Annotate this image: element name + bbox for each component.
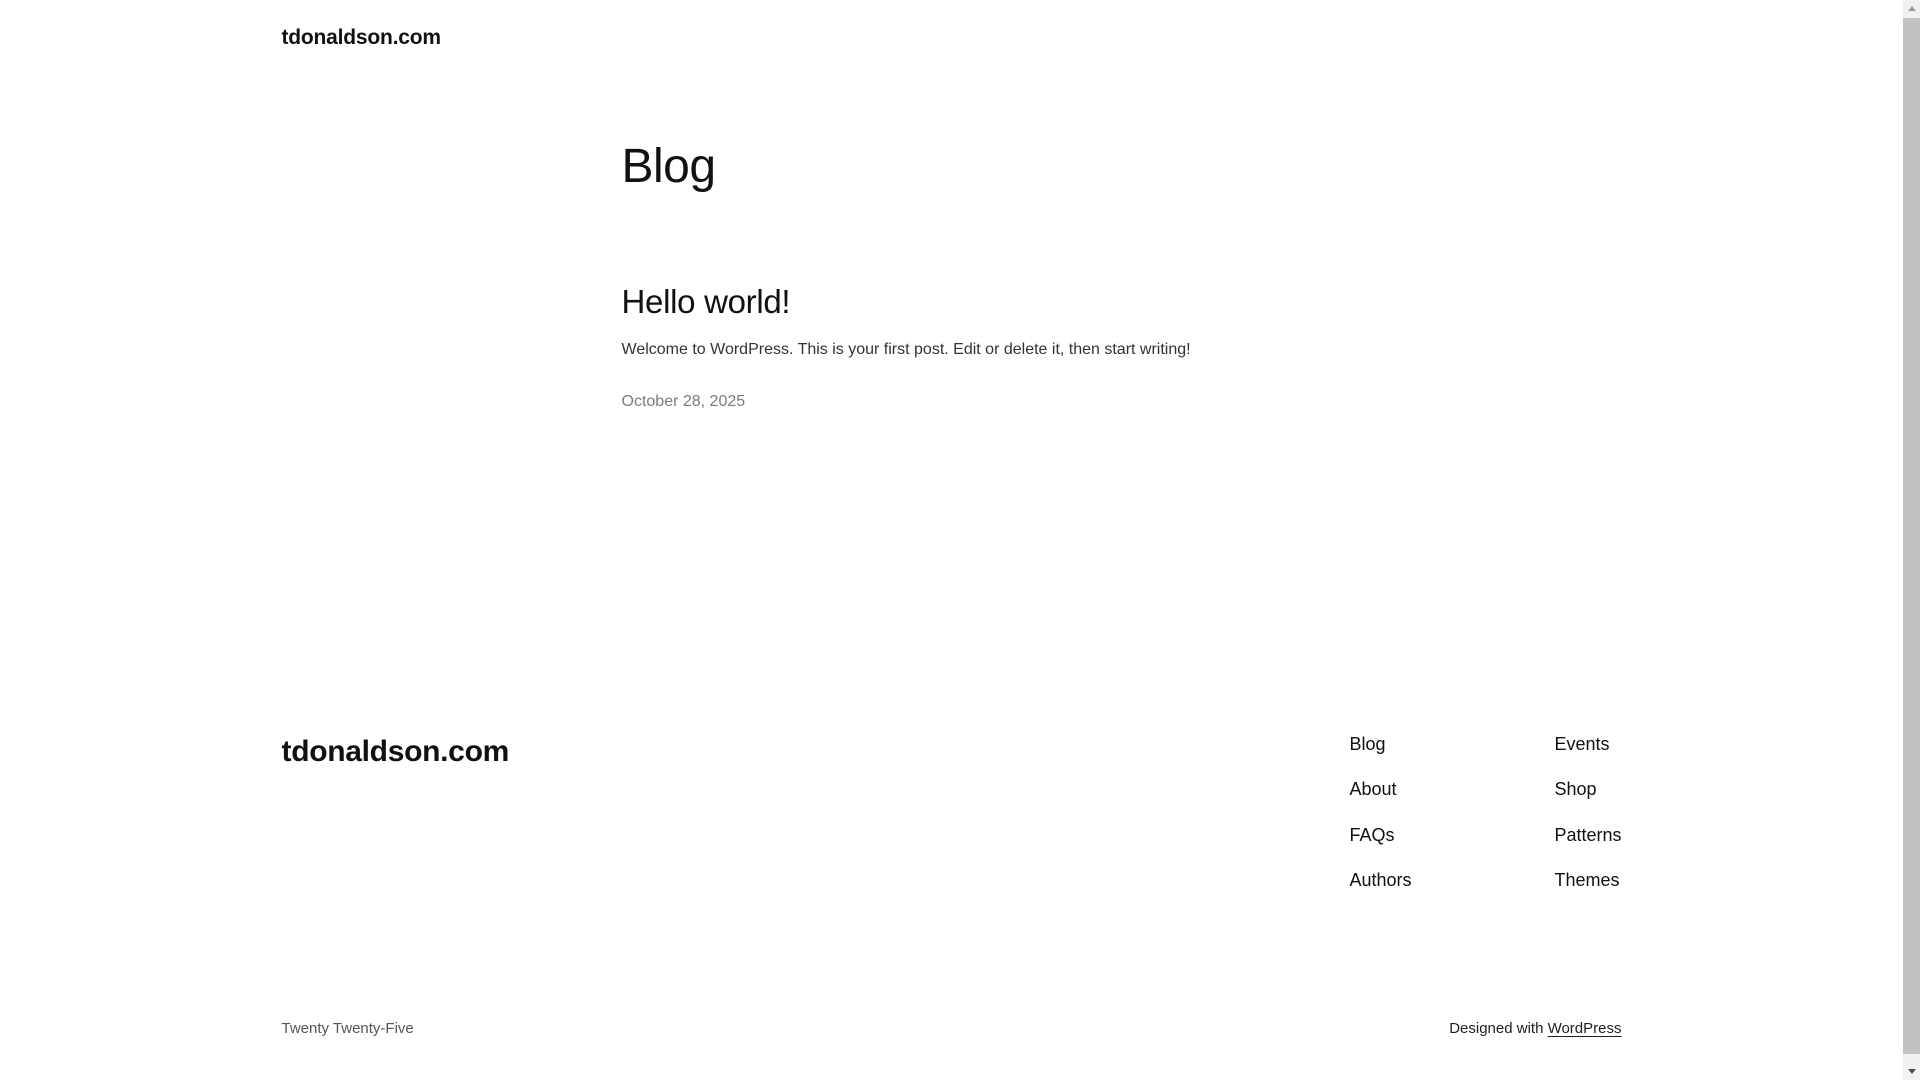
footer-nav-column-1 — [1349, 734, 1554, 892]
main-content — [0, 50, 1903, 414]
footer-nav-item-themes[interactable]: Themes — [1554, 870, 1620, 891]
site-footer — [0, 734, 1903, 1080]
footer-nav-item-about[interactable]: About — [1349, 779, 1397, 800]
scrollbar-down-button[interactable] — [1903, 1063, 1920, 1080]
page-title: Blog — [621, 140, 716, 194]
post-date: October 28, 2025 — [621, 393, 746, 411]
wordpress-link[interactable]: WordPress — [1547, 1020, 1622, 1037]
footer-nav-item-faqs[interactable]: FAQs — [1349, 824, 1395, 845]
post-title-link[interactable]: Hello world! — [621, 282, 791, 320]
site-header — [0, 0, 1903, 50]
designed-with — [1449, 1020, 1621, 1038]
footer-nav-column-2 — [1554, 734, 1621, 892]
footer-nav-item-patterns[interactable]: Patterns — [1554, 824, 1622, 845]
post-excerpt: Welcome to WordPress. This is your first post. Edit or delete it, then start writing! — [621, 341, 1191, 359]
scrollbar-up-arrow-icon — [1908, 6, 1916, 11]
site-title-link[interactable]: tdonaldson.com — [281, 26, 441, 49]
designed-with-text: Designed with — [1449, 1020, 1548, 1037]
post-list-item — [622, 281, 1282, 414]
theme-name-text: Twenty Twenty-Five — [281, 1020, 414, 1037]
footer-nav — [1349, 734, 1621, 892]
footer-nav-item-events[interactable]: Events — [1554, 733, 1610, 754]
scrollbar[interactable] — [1903, 0, 1920, 1080]
footer-site-title-link[interactable]: tdonaldson.com — [281, 734, 509, 768]
scrollbar-thumb[interactable] — [1903, 18, 1920, 1054]
footer-nav-item-shop[interactable]: Shop — [1554, 779, 1597, 800]
scrollbar-down-arrow-icon — [1908, 1069, 1916, 1074]
footer-nav-item-blog[interactable]: Blog — [1349, 733, 1386, 754]
footer-nav-item-authors[interactable]: Authors — [1349, 870, 1412, 891]
scrollbar-up-button[interactable] — [1903, 0, 1920, 17]
